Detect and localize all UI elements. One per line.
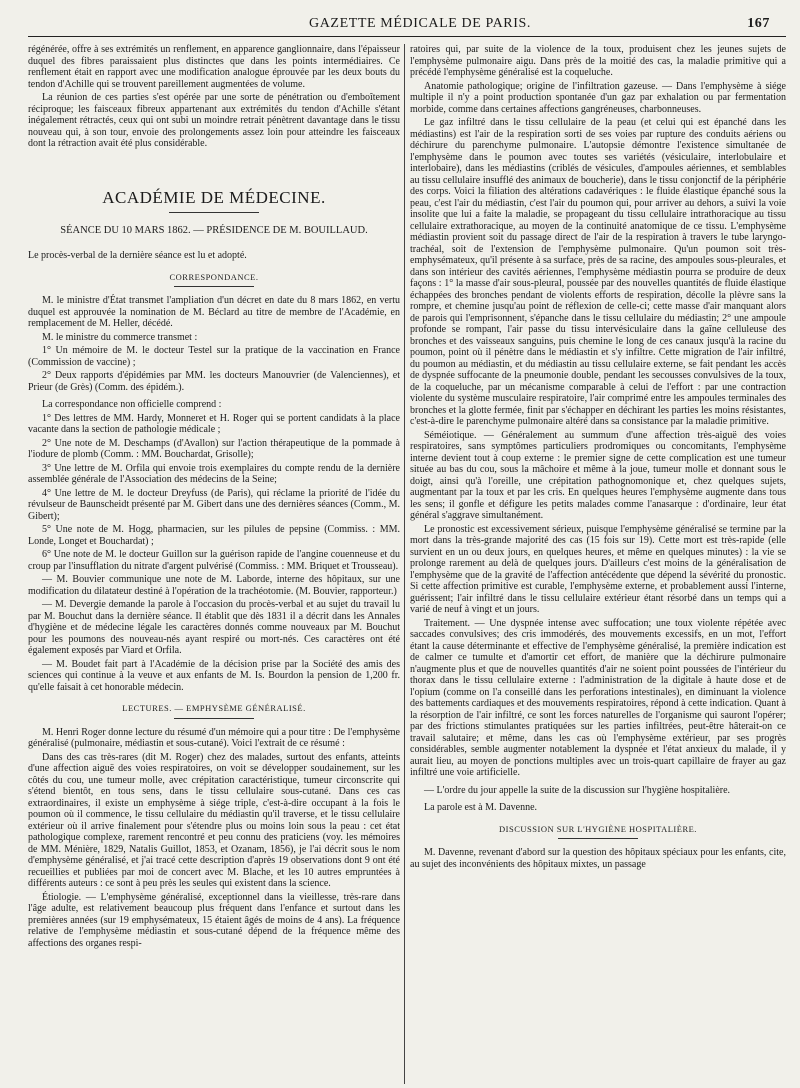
reading-paragraph: Traitement. — Une dyspnée intense avec suffocation; une toux violente répétée avec saccades convulsives; des cris immodérés, des mouvements excessifs, en un mot, l'effort étant la cause déterminante et effective de l'emphysème généralisé, la première indication est de calmer ce tumulte et d'amortir cet effort, de manière que la déchirure pulmonaire n'augmente plus et que de nouvelles quantités d'air ne soient point poussées de l'intérieur du thorax dans le tissu cellulaire externe : l'administration de la digitale à haute dose et de l'opium (comme on l'a conseillé dans les perforations intestinales), en diminuant la violence des battements cardiaques et des mouvements respiratoires, répond à cette indication. Quant à la résorption de l'air infiltré, ce sont les forces naturelles de l'organisme qui sauront l'opérer; par des frictions stimulantes pratiquées sur les parties infiltrées, peut-être hâterait-on ce travail salutaire; et même, dans les cas où l'emphysème extérieur, par ses progrès considérables, semble augmenter notablement la dyspnée et l'état anxieux du malade, il y aurait lieu, au moyen de ponctions multiples avec un trois-quart capillaire de frayer au gaz infiltré une voie artificielle.: [410, 617, 786, 778]
article-paragraph: La réunion de ces parties s'est opérée par une sorte de pénétration ou d'emboîtement réciproque; les faisceaux fibreux appartenant aux extrémités du tendon d'Achille s'étant inégalement rétractés, ceux qui ont subi un moindre retrait pénètrent davantage dans le tissu nouveau qui, à son tour, envoie des prolongements assez loin pour atteindre les faisceaux dont la rétraction avait été plus considérable.: [28, 92, 400, 149]
minutes-line: Le procès-verbal de la dernière séance est lu et adopté.: [28, 250, 247, 261]
section-title: ACADÉMIE DE MÉDECINE.: [102, 187, 326, 207]
column-divider: [404, 44, 405, 1084]
running-head: [60, 10, 780, 32]
subsection-heading-text: LECTURES. — EMPHYSÈME GÉNÉRALISÉ.: [122, 703, 306, 713]
subsection-heading-discussion: [410, 824, 786, 840]
subsection-heading-readings: [28, 703, 400, 719]
subsection-heading-text: DISCUSSION SUR L'HYGIÈNE HOSPITALIÈRE.: [499, 823, 697, 834]
correspondence-item: 1° Un mémoire de M. le docteur Testel sur la pratique de la vaccination en France (Commission de vaccine) ;: [28, 345, 400, 368]
title-rule: [169, 212, 259, 213]
subsection-rule: [558, 838, 638, 839]
correspondence-paragraph: La correspondance non officielle comprend :: [42, 399, 222, 410]
reading-continuation: ratoires qui, par suite de la violence de la toux, produisent chez les jeunes sujets de l'emphysème pulmonaire aigu. Dans près de la moitié des cas, la maladie primitive qui a précédé l'emphysème généralisé est la coqueluche.: [410, 44, 786, 78]
correspondence-item: 6° Une note de M. le docteur Guillon sur la guérison rapide de l'angine couenneuse et du croup par l'insufflation du nitrate d'argent pulvérisé (Commiss. : MM. Briquet et Trousseau).: [28, 549, 400, 572]
left-column: [28, 44, 400, 1084]
correspondence-item: 5° Une note de M. Hogg, pharmacien, sur les pilules de pepsine (Commiss. : MM. Londe, Longet et Bouchardat) ;: [28, 524, 400, 547]
subsection-rule: [174, 286, 254, 287]
reading-paragraph: Séméiotique. — Généralement au summum d'une affection très-aiguë des voies respiratoires, sans symptômes particuliers prodromiques ou concomitants, l'emphysème interne devient tout à coup externe : le premier signe de cette complication est une tumeur située au bas du cou, sous la mâchoire et même à la joue, tumeur molle et donnant sous le doigt, ainsi qu'à l'oreille, une crépitation pathognomonique et, chez quelques sujets, augmentant par la toux et par les cris. En quelques heures l'emphysème augmente dans tous les sens; il gonfle et défigure les petits malades comme l'anasarque : d'ordinaire, leur état général s'aggrave simultanément.: [410, 429, 786, 521]
reading-paragraph: Le gaz infiltré dans le tissu cellulaire de la peau (et celui qui est épanché dans les médiastins) est l'air de la respiration sorti de ses voies par rupture des conduits aériens ou déchirure du parenchyme pulmonaire. L'autopsie démontre l'existence simultanée de l'emphysème dans le poumon avec toutes ses variétés (vésiculaire, interlobulaire et interlobaire), dans les médiastins (criblés de vésicules, d'ampoules aériennes, et semblables au tissu cellulaire insufflé des animaux de boucherie), dans le tissu conjonctif de la périphérie des corps. Voici la filiation des altérations cadavériques : le fluide élastique épanché sous la peau, c'est l'air du médiastin, c'est l'air du poumon qui, pour arriver au dehors, a suivi la voie insolite que lui a faite la maladie, se propageant du tissu cellulaire intrathoracique au tissu cellulaire extrathoracique, au moyen de la continuité anatomique de ce tissu. L'emphysème médiastin provient soit du passage direct de l'air de la respiration à travers le tube laryngo-trachéal, soit de l'extension de l'emphysème pulmonaire. Qu'un poumon soit très-emphysémateux, qu'il présente à sa surface, près de sa racine, des ampoules sous-pleurales, et dans son intérieur des cavités aériennes, l'emphysème médiastin pourra se produire de deux façons : 1° la masse d'air sous-pleural, poussée par des nouvelles quantités de fluide élastique échappées des bronches pendant de violents efforts de respiration, décolle la plèvre sans la rompre, et chemine jusqu'au point de réflexion de celle-ci; cette masse d'air manquant alors de parois qui l'emprisonnent, s'épanche dans le tissu cellulaire du médiastin; 2° une ampoule profonde se rompant, l'air passe du tissu intervésiculaire dans la gaîne celluleuse des bronches et des vaisseaux sanguins, puis chemine le long de ces canaux jusqu'à la racine du poumon, point où il pénètre dans le médiastin et s'y infiltre. Cette migration de l'air infiltré, du poumon au médiastin, et du médiastin au tissu cellulaire externe, se fait pendant les accès de dyspnée suffocante de la pneumonie double, pendant les secousses convulsives de la toux, de la coqueluche, par un mécanisme comparable à celui de l'effort : par une contraction violente du système musculaire respiratoire, l'air comprimé entre les ampoules terminales des bronches et la glotte fermée, finit par s'échapper en déchirant les parties les moins résistantes, c'est-à-dire le parenchyme pulmonaire altéré dans sa consistance par la maladie primitive.: [410, 117, 786, 427]
correspondence-item: 3° Une lettre de M. Orfila qui envoie trois exemplaires du compte rendu de la dernière assemblée générale de l'Association des médecins de la Seine;: [28, 462, 400, 485]
correspondence-paragraph: M. le ministre du commerce transmet :: [42, 331, 198, 343]
subsection-heading-correspondence: [28, 272, 400, 288]
agenda-paragraph: — L'ordre du jour appelle la suite de la discussion sur l'hygiène hospitalière.: [424, 784, 731, 796]
reading-paragraph: Étiologie. — L'emphysème généralisé, exceptionnel dans la vieillesse, très-rare dans l'âge adulte, est relativement beaucoup plus fréquent dans l'enfance et surtout dans les premières années (sur 19 emphysémateux, 15 étaient âgés de moins de 4 ans). La fréquence relative de l'emphysème médiastin et sous-cutané dépend de la fréquence même des affections des organes respi-: [28, 891, 400, 949]
journal-title: GAZETTE MÉDICALE DE PARIS.: [309, 16, 531, 31]
floor-paragraph: La parole est à M. Davenne.: [424, 802, 538, 813]
reading-paragraph: Dans des cas très-rares (dit M. Roger) chez des malades, surtout des enfants, atteints d'une affection aiguë des voies respiratoires, on voit se développer soudainement, sur les côtés du cou, une tumeur molle, avec crépitation caractéristique, tumeur circonscrite qui s'étend bientôt, en tous sens, dans le tissu cellulaire sous-cutané. Dans ces cas extraordinaires, il existe un emphysème à siége triple, c'est-à-dire occupant à la fois le poumon où il commence, le tissu cellulaire du médiastin qu'il traverse, et le tissu cellulaire extérieur où il arrive finalement pour s'étendre plus ou moins loin sous la peau : cet état pathologique complexe, rarement rencontré et peu connu des praticiens (voy. les mémoires de MM. Ménière, 1829, Natalis Guillot, 1853, et Ozanam, 1856), je l'ai décrit sous le nom d'emphysème généralisé, et j'ai tracé cette description d'après 19 observations dont 9 ont été recueillies et publiées par moi de concert avec M. Blache, et les 10 autres empruntées à différents auteurs : ce sont à peu près les seules qui existent dans la science.: [28, 751, 400, 889]
correspondence-item: — M. Boudet fait part à l'Académie de la décision prise par la Société des amis des sciences qui continue à la veuve et aux enfants de M. Is. Bourdon la pension de 1,200 fr. qu'elle faisait à cet honorable médecin.: [28, 658, 400, 693]
correspondence-item: 4° Une lettre de M. le docteur Dreyfuss (de Paris), qui réclame la priorité de l'idée du révulseur de Baunscheidt présenté par M. Gibert dans une des dernières séances (Comm., M. Gibert);: [28, 487, 400, 522]
page-number: 167: [747, 16, 770, 31]
correspondence-item: — M. Bouvier communique une note de M. Laborde, interne des hôpitaux, sur une modification du dilatateur destiné à l'opération de la trachéotomie. (M. Bouvier, rapporteur.): [28, 574, 400, 597]
reading-paragraph: Le pronostic est excessivement sérieux, puisque l'emphysème généralisé se termine par la mort dans la très-grande majorité des cas (15 fois sur 19). Cette mort est très-rapide (elle survient en un ou deux jours, en quelques heures, et même en quelques minutes) : la vie se prolonge rarement au delà de quelques jours. D'ailleurs c'est moins de la généralisation de l'emphysème que de la gravité de l'affection antécédente que dépend la sévérité du pronostic. Si cette affection primitive est curable, l'emphysème externe, et probablement aussi l'interne, guérissent; l'air infiltré dans le tissu cellulaire extérieur étant résorbé dans un temps qui a varié de neuf à vingt et un jours.: [410, 523, 786, 615]
discussion-paragraph: M. Davenne, revenant d'abord sur la question des hôpitaux spéciaux pour les enfants, cite, au sujet des inconvénients des hôpitaux mixtes, un passage: [410, 847, 786, 870]
reading-paragraph: Anatomie pathologique; origine de l'infiltration gazeuse. — Dans l'emphysème à siége multiple il n'y a point production spontanée d'un gaz par exhalation ou par fermentation morbide, comme dans certaines affections gangréneuses, charbonneuses.: [410, 80, 786, 115]
correspondence-item: 2° Une note de M. Deschamps (d'Avallon) sur l'action thérapeutique de la pommade à l'iodure de plomb (Comm. : MM. Bouchardat, Grisolle);: [28, 437, 400, 460]
session-line: SÉANCE DU 10 MARS 1862. — PRÉSIDENCE DE M. BOUILLAUD.: [60, 224, 368, 236]
correspondence-item: 2° Deux rapports d'épidémies par MM. les docteurs Manouvrier (de Valenciennes), et Prieur (de Grès) (Comm. des épidém.).: [28, 370, 400, 393]
correspondence-item: — M. Devergie demande la parole à l'occasion du procès-verbal et au sujet du travail lu par M. Bouchut dans la dernière séance. Il établit que dès 1831 il a décrit dans les Annales d'hygiène et de médecine légale les caractères donnés comme nouveaux par M. Bouchut pour les poumons des nouveau-nés ayant respiré ou mort-nés. Ces caractères ont été également exposés par Viard et Orfila.: [28, 599, 400, 656]
subsection-heading-text: CORRESPONDANCE.: [169, 271, 259, 282]
correspondence-item: 1° Des lettres de MM. Hardy, Monneret et H. Roger qui se portent candidats à la place vacante dans la section de pathologie médicale ;: [28, 412, 400, 435]
article-continuation: régénérée, offre à ses extrémités un renflement, en apparence ganglionnaire, dans l'épaisseur duquel des fibres paraissaient plus distinctes que dans les points intermédiaires. Ce renflement était en rapport avec une modification analogue éprouvée par les deux bouts du tendon d'Achille qui se trouvent pareillement augmentées de volume.: [28, 44, 400, 90]
reading-paragraph: M. Henri Roger donne lecture du résumé d'un mémoire qui a pour titre : De l'emphysème généralisé (pulmonaire, médiastin et sous-cutané). Voici l'extrait de ce résumé :: [28, 726, 400, 749]
subsection-rule: [174, 718, 254, 719]
header-rule: [28, 36, 786, 37]
correspondence-paragraph: M. le ministre d'État transmet l'ampliation d'un décret en date du 8 mars 1862, en vertu duquel est approuvée la nomination de M. Béclard au titre de membre de l'Académie, en remplacement de M. Heller, décédé.: [28, 295, 400, 329]
right-column: [410, 44, 786, 1084]
